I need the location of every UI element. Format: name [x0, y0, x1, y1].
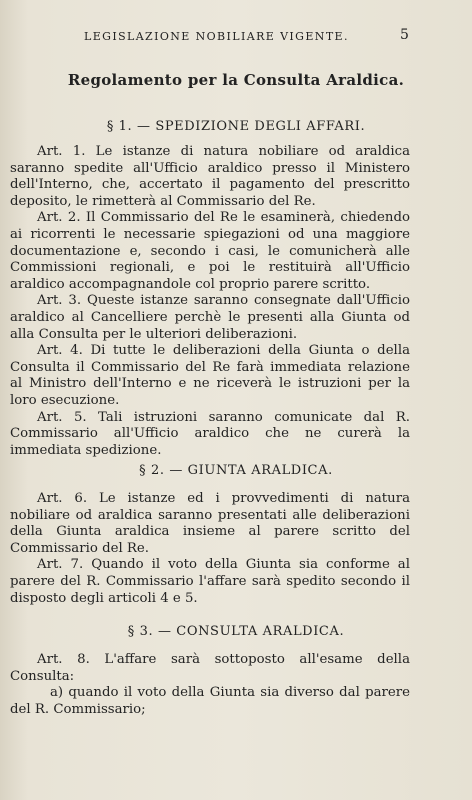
section-body-giunta: [10, 491, 410, 607]
section-body-spedizione: [10, 144, 410, 459]
section-heading-spedizione: § 1. — SPEDIZIONE DEGLI AFFARI.: [106, 119, 366, 134]
section-heading-consulta: § 3. — CONSULTA ARALDICA.: [127, 624, 345, 639]
article-1: Art. 1. Le istanze di natura nobiliare od araldica saranno spedite all'Ufficio araldico presso il Ministero dell'Interno, che, accertato il pagamento del prescritto deposito, le rimetterà al Commissario del Re.: [10, 144, 410, 209]
article-7: Art. 7. Quando il voto della Giunta sia conforme al parere del R. Commissario l'affare sarà spedito secondo il disposto degli articoli 4 e 5.: [10, 557, 410, 606]
chapter-title: Regolamento per la Consulta Araldica.: [67, 71, 405, 89]
article-2: Art. 2. Il Commissario del Re le esaminerà, chiedendo ai ricorrenti le necessarie spiegazioni od una maggiore documentazione e, secondo i casi, le comunicherà alle Commissioni regionali, e poi le restituirà all'Ufficio araldico accompagnandole col proprio parere scritto.: [10, 210, 410, 292]
article-4: Art. 4. Di tutte le deliberazioni della Giunta o della Consulta il Commissario del Re farà immediata relazione al Ministro dell'Interno e ne riceverà le istruzioni per la loro esecuzione.: [10, 343, 410, 408]
running-head: LEGISLAZIONE NOBILIARE VIGENTE.: [84, 30, 349, 43]
article-6: Art. 6. Le istanze ed i provvedimenti di natura nobiliare od araldica saranno presentati alle deliberazioni della Giunta araldica insieme al parere scritto del Commissario del Re.: [10, 491, 410, 556]
page-number: 5: [400, 27, 409, 43]
article-5: Art. 5. Tali istruzioni saranno comunicate dal R. Commissario all'Ufficio araldico che ne curerà la immediata spedizione.: [10, 409, 410, 458]
section-body-consulta: [10, 652, 410, 718]
article-8: Art. 8. L'affare sarà sottoposto all'esame della Consulta:: [10, 652, 410, 684]
section-heading-giunta: § 2. — GIUNTA ARALDICA.: [139, 463, 333, 478]
article-8-item-a: a) quando il voto della Giunta sia diverso dal parere del R. Commissario;: [10, 685, 410, 717]
article-3: Art. 3. Queste istanze saranno consegnate dall'Ufficio araldico al Cancelliere perchè le presenti alla Giunta od alla Consulta per le ulteriori deliberazioni.: [10, 293, 410, 342]
